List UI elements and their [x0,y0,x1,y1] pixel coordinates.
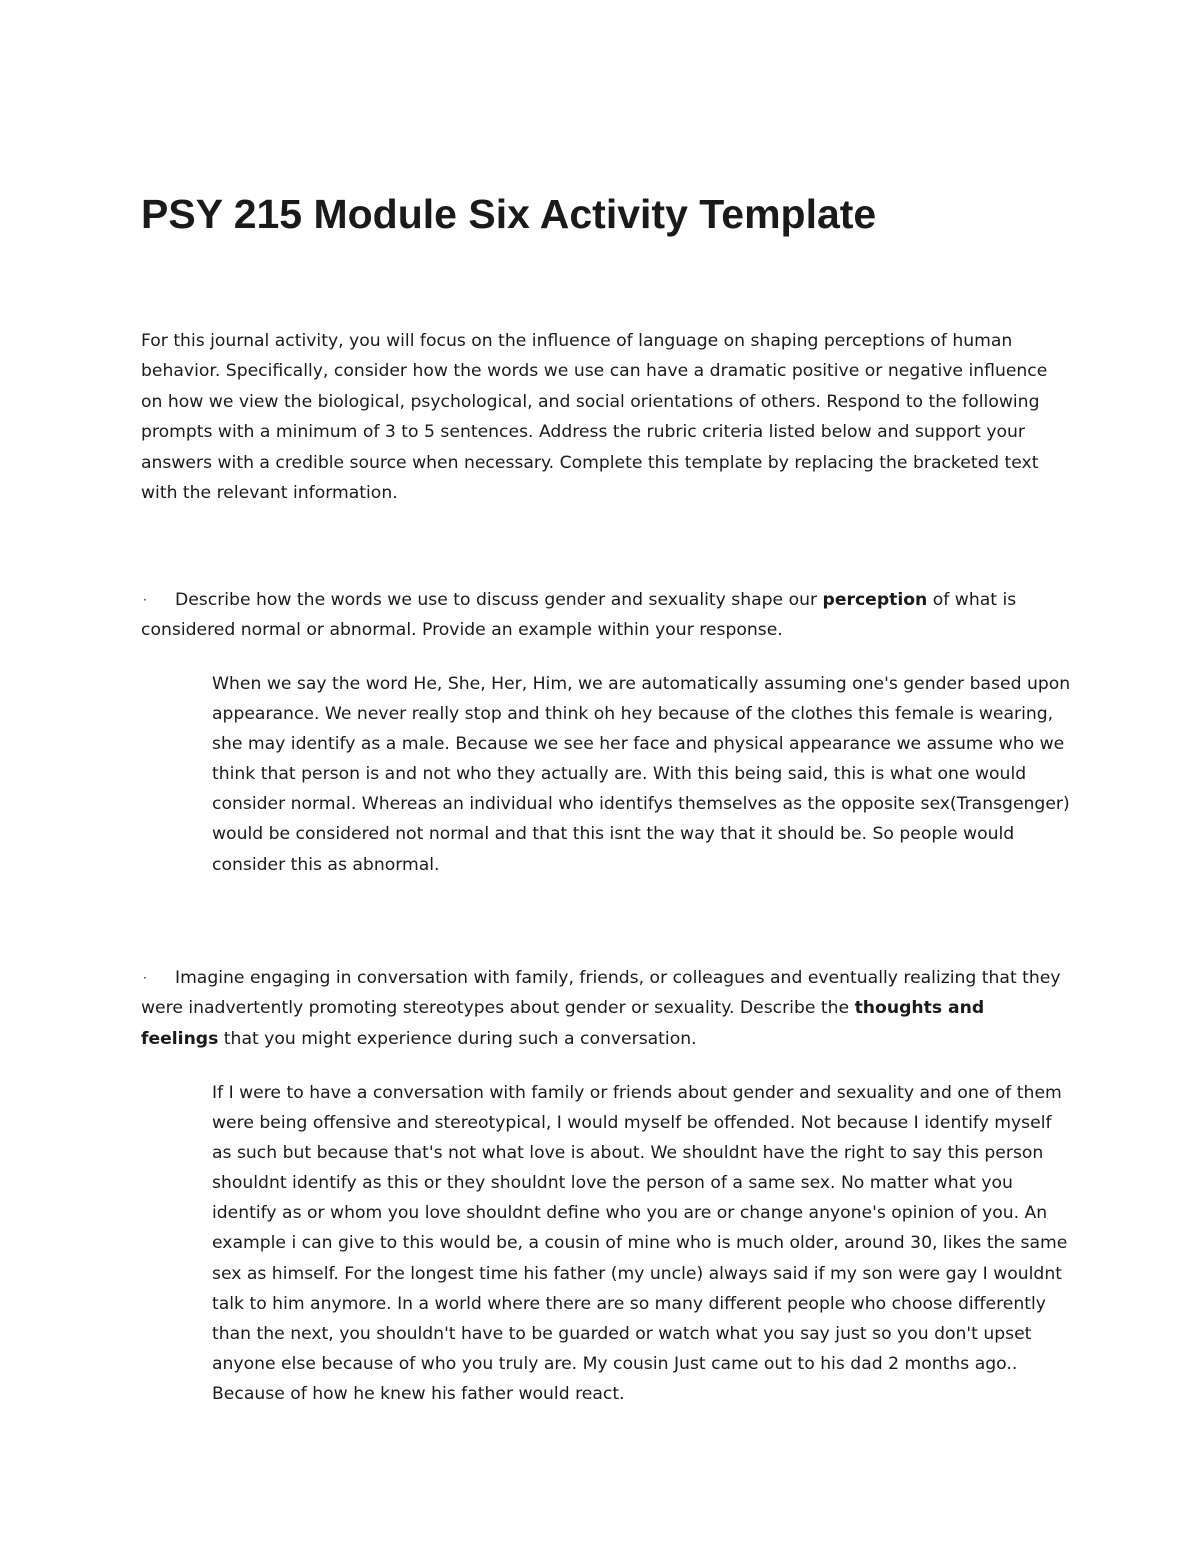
bullet-icon: · [143,593,147,607]
page-title: PSY 215 Module Six Activity Template [141,191,877,237]
prompt-2-text-before: Imagine engaging in conversation with family, friends, or colleagues and eventually realizing that they were inadvertently promoting stereotypes about gender or sexuality. Describe the [141,968,1061,1019]
answer-1: When we say the word He, She, Her, Him, we are automatically assuming one's gender based upon appearance. We never really stop and think oh hey because of the clothes this female is wearing, she may identify as a male. Because we see her face and physical appearance we assume who we think that person is and not who they actually are. With this being said, this is what one would consider normal. Whereas an individual who identifys themselves as the opposite sex(Transgenger) would be considered not normal and that this isnt the way that it should be. So people would consider this as abnormal. [212,674,1071,875]
prompt-1-bold: perception [822,590,928,610]
prompt-1 [141,585,1061,646]
intro-paragraph: For this journal activity, you will focus on the influence of language on shaping perceptions of human behavior. Specifically, consider how the words we use can have a dramatic positive or negative influence on how we view the biological, psychological, and social orientations of others. Respond to the following prompts with a minimum of 3 to 5 sentences. Address the rubric criteria listed below and support your answers with a credible source when necessary. Complete this template by replacing the bracketed text with the relevant information. [141,331,1048,504]
prompt-1-text-after: of what is considered normal or abnormal. Provide an example within your response. [141,590,1017,641]
prompt-2-bold: thoughts and feelings [141,998,985,1049]
answer-2: If I were to have a conversation with family or friends about gender and sexuality and one of them were being offensive and stereotypical, I would myself be offended. Not because I identify myself as such but because that's not what love is about. We shouldnt have the right to say this person shouldnt identify as this or they shouldnt love the person of a same sex. No matter what you identify as or whom you love shouldnt define who you are or change anyone's opinion of you. An example i can give to this would be, a cousin of mine who is much older, around 30, likes the same sex as himself. For the longest time his father (my uncle) always said if my son were gay I wouldnt talk to him anymore. In a world where there are so many different people who choose differently than the next, you shouldn't have to be guarded or watch what you say just so you don't upset anyone else because of who you truly are. My cousin Just came out to his dad 2 months ago.. Because of how he knew his father would react. [212,1083,1068,1404]
prompt-1-text-before: Describe how the words we use to discuss gender and sexuality shape our [175,590,823,610]
bullet-icon: · [143,971,147,985]
prompt-2 [141,963,1061,1054]
prompt-2-text-after: that you might experience during such a conversation. [218,1028,697,1049]
